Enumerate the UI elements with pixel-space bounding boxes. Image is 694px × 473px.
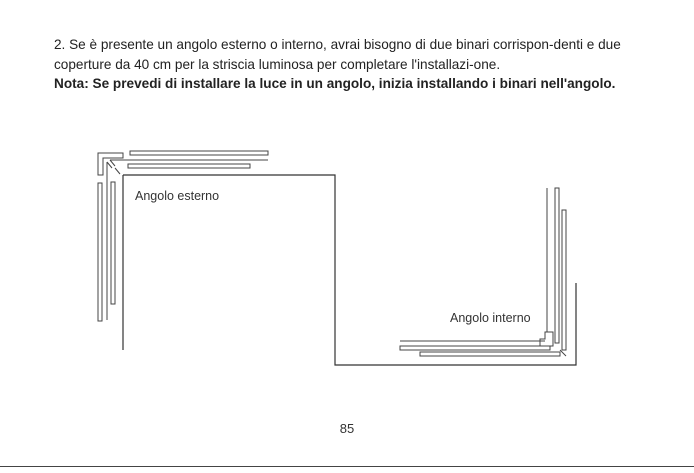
wall-outline bbox=[123, 175, 576, 365]
page-number: 85 bbox=[339, 421, 355, 436]
outer-left-rail-3 bbox=[111, 182, 115, 304]
inner-corner-track-set bbox=[400, 188, 566, 356]
outer-top-rail-1 bbox=[130, 151, 268, 155]
inner-bottom-rail-3 bbox=[420, 352, 560, 356]
outer-corner-label: Angolo esterno bbox=[135, 189, 220, 203]
outer-corner-joint bbox=[98, 153, 123, 175]
inner-corner-label: Angolo interno bbox=[450, 311, 531, 325]
inner-corner-joint bbox=[540, 332, 553, 346]
inner-diagonal bbox=[560, 350, 566, 356]
installation-note: Nota: Se prevedi di installare la luce in un angolo, inizia installando i binari nell'angolo. bbox=[54, 76, 616, 92]
inner-right-rail-2 bbox=[555, 188, 559, 343]
inner-bottom-rail-2 bbox=[400, 346, 550, 350]
inner-right-rail-3 bbox=[562, 210, 566, 350]
outer-left-rail-1 bbox=[98, 183, 102, 321]
outer-diagonal-1 bbox=[110, 160, 115, 166]
bottom-rule bbox=[0, 466, 694, 467]
outer-top-rail-3 bbox=[128, 164, 250, 168]
outer-diagonal-2 bbox=[115, 168, 120, 174]
outer-diagonal-3 bbox=[107, 162, 112, 168]
instruction-paragraph: 2. Se è presente un angolo esterno o interno, avrai bisogno di due binari corrispon-denti e due coperture da 40 cm per la striscia luminosa per completare l'installazi-one. bbox=[54, 37, 621, 72]
